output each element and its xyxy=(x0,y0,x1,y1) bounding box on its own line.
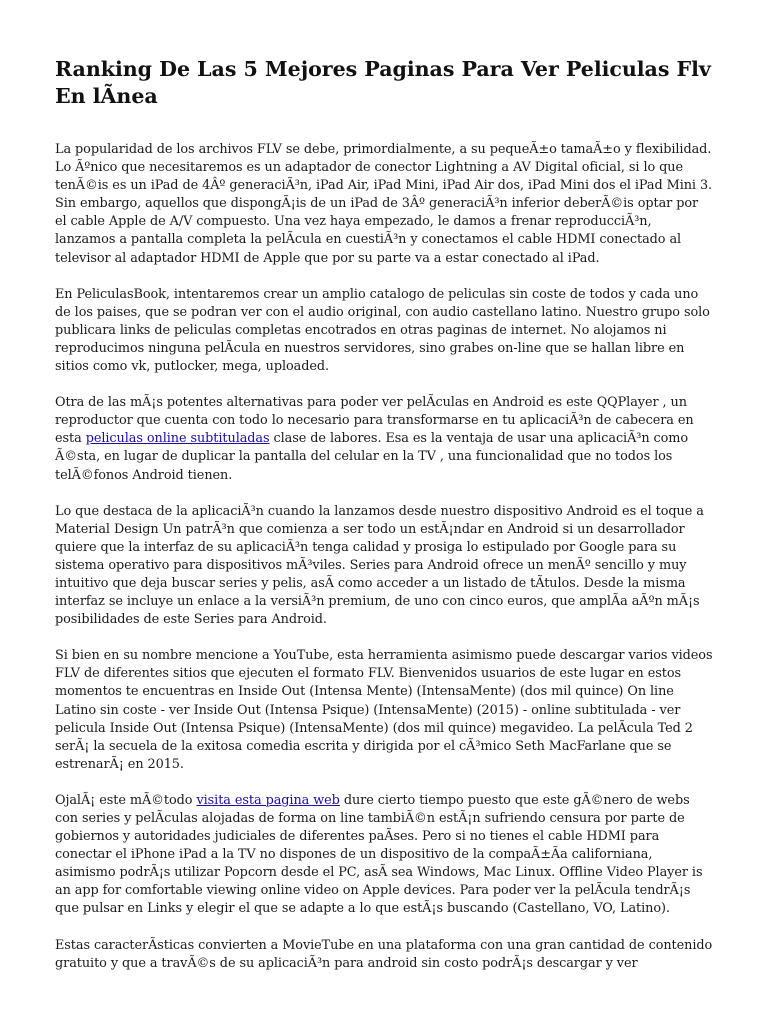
paragraph-6-text-after: dure cierto tiempo puesto que este gÃ©nero de webs con series y pelÃculas alojadas de forma on line tambiÃ©n estÃ¡n sufriendo censura por parte de gobiernos y autoridades judiciales de diferentes paÃses. Pero si no tienes el cable HDMI para conectar el iPhone iPad a la TV no dispones de un dispositivo de la compaÃ±Ãa californiana, asimismo podrÃ¡s utilizar Popcorn desde el PC, asÃ sea Windows, Mac Linux. Offline Video Player is an app for comfortable viewing online video on Apple devices. Para poder ver la pelÃcula tendrÃ¡s que pulsar en Links y elegir el que se adapte a lo que estÃ¡s buscando (Castellano, VO, Latino). xyxy=(55,792,703,917)
visita-esta-pagina-web-link[interactable]: visita esta pagina web xyxy=(196,792,340,808)
peliculas-online-subtituladas-link[interactable]: peliculas online subtituladas xyxy=(85,431,270,447)
paragraph-1: La popularidad de los archivos FLV se debe, primordialmente, a su pequeÃ±o tamaÃ±o y flexibilidad. Lo Ãºnico que necesitaremos es un adaptador de conector Lightning a AV Digital oficial, si lo que tenÃ©is es un iPad de 4Âº generaciÃ³n, iPad Air, iPad Mini, iPad Air dos, iPad Mini dos el iPad Mini 3. Sin embargo, aquellos que dispongÃ¡is de un iPad de 3Âº generaciÃ³n inferior deberÃ©is optar por el cable Apple de A/V compuesto. Una vez haya empezado, le damos a frenar reproducciÃ³n, lanzamos a pantalla completa la pelÃcula en cuestiÃ³n y conectamos el cable HDMI conectado al televisor al adaptador HDMI de Apple que por su parte va a estar conectado al iPad. xyxy=(55,142,713,266)
paragraph-2: En PeliculasBook, intentaremos crear un amplio catalogo de peliculas sin coste de todos y cada uno de los paises, que se podran ver con el audio original, con audio castellano latino. Nuestro grupo solo publicara links de peliculas completas encotrados en otras paginas de internet. No alojamos ni reproducimos ninguna pelÃcula en nuestros servidores, sino grabes on-line que se hallan libre en sitios como vk, putlocker, mega, uploaded. xyxy=(55,286,710,375)
paragraph-3 xyxy=(55,394,713,484)
article-title: Ranking De Las 5 Mejores Paginas Para Ver Peliculas Flv En lÃnea xyxy=(55,57,711,108)
paragraph-6 xyxy=(55,792,713,919)
paragraph-3-text-before: Otra de las mÃ¡s potentes alternativas para poder ver pelÃculas en Android es este QQPlayer , un reproductor que cuenta con todo lo necesario para transformarse en tu aplicaciÃ³n de cabecera en esta xyxy=(55,395,694,447)
paragraph-5: Si bien en su nombre mencione a YouTube, esta herramienta asimismo puede descargar varios videos FLV de diferentes sitios que ejecuten el formato FLV. Bienvenidos usuarios de este lugar en estos momentos te encuentras en Inside Out (Intensa Mente) (IntensaMente) (dos mil quince) On line Latino sin coste - ver Inside Out (Intensa Psique) (IntensaMente) (2015) - online subtitulada - ver pelicula Inside Out (Intensa Psique) (IntensaMente) (dos mil quince) megavideo. La pelÃcula Ted 2 serÃ¡ la secuela de la exitosa comedia escrita y dirigida por el cÃ³mico Seth MacFarlane que se estrenarÃ¡ en 2015. xyxy=(55,648,713,772)
paragraph-7: Estas caracterÃsticas convierten a MovieTube en una plataforma con una gran cantidad de contenido gratuito y que a travÃ©s de su aplicaciÃ³n para android sin costo podrÃ¡s descargar y ver xyxy=(55,937,713,971)
paragraph-6-text-before: OjalÃ¡ este mÃ©todo xyxy=(55,792,197,808)
document-page xyxy=(55,56,713,991)
paragraph-4: Lo que destaca de la aplicaciÃ³n cuando la lanzamos desde nuestro dispositivo Android es el toque a Material Design Un patrÃ³n que comienza a ser todo un estÃ¡ndar en Android si un desarrollador quiere que la interfaz de su aplicaciÃ³n tenga calidad y prosiga lo estipulado por Google para su sistema operativo para dispositivos mÃ³viles. Series para Android ofrece un menÃº sencillo y muy intuitivo que deja buscar series y pelis, asÃ como acceder a un listado de tÃtulos. Desde la misma interfaz se incluye un enlace a la versiÃ³n premium, de uno con cinco euros, que amplÃa aÃºn mÃ¡s posibilidades de este Series para Android. xyxy=(55,503,704,628)
paragraph-3-text-after: clase de labores. Esa es la ventaja de usar una aplicaciÃ³n como Ã©sta, en lugar de duplicar la pantalla del celular en la TV , una funcionalidad que no todos los telÃ©fonos Android tienen. xyxy=(55,431,689,483)
